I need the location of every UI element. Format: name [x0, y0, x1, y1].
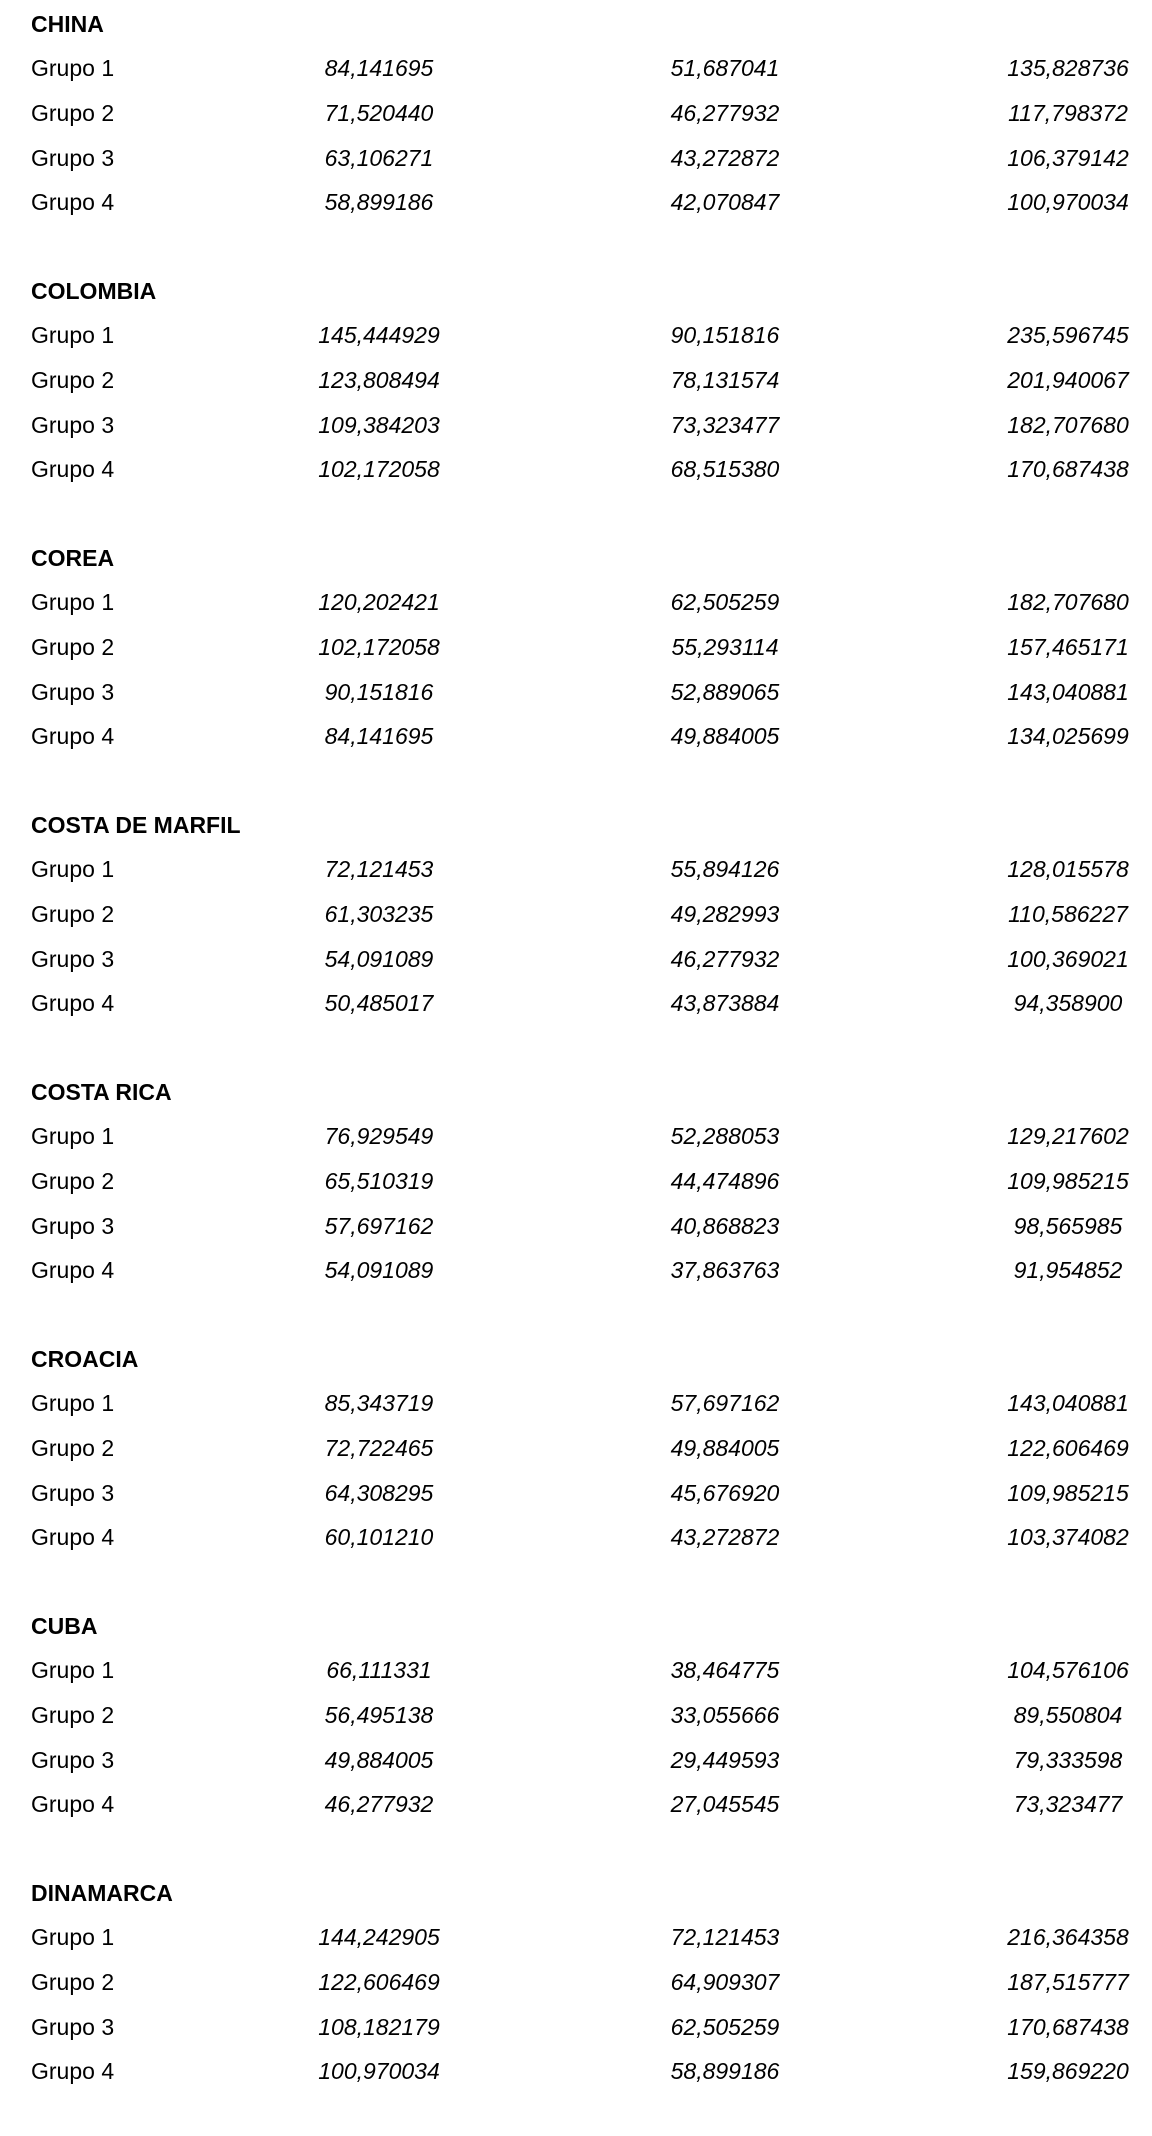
- group-label: Grupo 3: [31, 145, 115, 171]
- table-row: [0, 945, 1152, 973]
- value-col-1: 85,343719: [324, 1390, 434, 1416]
- value-col-1: 72,722465: [324, 1435, 434, 1461]
- group-label: Grupo 4: [31, 2058, 115, 2084]
- group-label: Grupo 3: [31, 679, 115, 705]
- table-row: [0, 633, 1152, 661]
- value-col-3: 98,565985: [1013, 1213, 1123, 1239]
- value-col-1: 120,202421: [318, 589, 440, 615]
- value-col-1: 54,091089: [324, 946, 434, 972]
- table-row: [0, 1167, 1152, 1195]
- value-col-2: 72,121453: [670, 1924, 780, 1950]
- value-col-3: 89,550804: [1013, 1702, 1123, 1728]
- table-row: [0, 1923, 1152, 1951]
- group-label: Grupo 1: [31, 1390, 115, 1416]
- value-col-1: 90,151816: [324, 679, 434, 705]
- value-col-1: 61,303235: [324, 901, 434, 927]
- value-col-1: 109,384203: [318, 412, 440, 438]
- country-section-costa-de-marfil: [0, 801, 1152, 1068]
- table-row: [0, 1389, 1152, 1417]
- value-col-2: 38,464775: [670, 1657, 780, 1683]
- value-col-3: 129,217602: [1007, 1123, 1129, 1149]
- value-col-1: 63,106271: [324, 145, 434, 171]
- value-col-1: 50,485017: [324, 990, 434, 1016]
- table-row: [0, 588, 1152, 616]
- group-label: Grupo 3: [31, 1480, 115, 1506]
- country-heading: COLOMBIA: [31, 278, 157, 304]
- country-heading: DINAMARCA: [31, 1880, 173, 1906]
- group-label: Grupo 3: [31, 412, 115, 438]
- country-section-colombia: [0, 267, 1152, 534]
- value-col-3: 216,364358: [1007, 1924, 1129, 1950]
- value-col-3: 157,465171: [1007, 634, 1129, 660]
- table-row: [0, 455, 1152, 483]
- table-row: [0, 1212, 1152, 1240]
- value-col-1: 100,970034: [318, 2058, 440, 2084]
- value-col-2: 68,515380: [670, 456, 780, 482]
- country-heading: CHINA: [31, 11, 104, 37]
- country-section-costa-rica: [0, 1068, 1152, 1335]
- group-label: Grupo 1: [31, 589, 115, 615]
- value-col-2: 57,697162: [670, 1390, 780, 1416]
- table-row: [0, 1434, 1152, 1462]
- value-col-2: 33,055666: [670, 1702, 780, 1728]
- group-label: Grupo 4: [31, 723, 115, 749]
- country-heading: COSTA DE MARFIL: [31, 812, 241, 838]
- table-row: [0, 366, 1152, 394]
- table-row: [0, 722, 1152, 750]
- group-label: Grupo 3: [31, 946, 115, 972]
- value-col-2: 78,131574: [670, 367, 780, 393]
- value-col-3: 170,687438: [1007, 2014, 1129, 2040]
- group-label: Grupo 2: [31, 367, 115, 393]
- value-col-1: 102,172058: [318, 456, 440, 482]
- group-label: Grupo 1: [31, 55, 115, 81]
- value-col-3: 170,687438: [1007, 456, 1129, 482]
- value-col-2: 40,868823: [670, 1213, 780, 1239]
- value-col-3: 134,025699: [1007, 723, 1129, 749]
- table-row: [0, 54, 1152, 82]
- value-col-2: 58,899186: [670, 2058, 780, 2084]
- group-label: Grupo 2: [31, 1702, 115, 1728]
- table-row: [0, 1746, 1152, 1774]
- table-row: [0, 1479, 1152, 1507]
- table-row: [0, 144, 1152, 172]
- value-col-3: 159,869220: [1007, 2058, 1129, 2084]
- table-row: [0, 1523, 1152, 1551]
- table-row: [0, 1256, 1152, 1284]
- group-label: Grupo 2: [31, 901, 115, 927]
- group-label: Grupo 1: [31, 1657, 115, 1683]
- country-section-dinamarca: [0, 1869, 1152, 2136]
- table-row: [0, 321, 1152, 349]
- group-label: Grupo 4: [31, 1524, 115, 1550]
- group-label: Grupo 4: [31, 189, 115, 215]
- country-heading: CROACIA: [31, 1346, 139, 1372]
- country-heading: COSTA RICA: [31, 1079, 172, 1105]
- value-col-1: 54,091089: [324, 1257, 434, 1283]
- table-row: [0, 1656, 1152, 1684]
- value-col-1: 56,495138: [324, 1702, 434, 1728]
- value-col-2: 49,884005: [670, 1435, 780, 1461]
- value-col-3: 79,333598: [1013, 1747, 1123, 1773]
- table-row: [0, 855, 1152, 883]
- country-section-croacia: [0, 1335, 1152, 1602]
- value-col-2: 43,272872: [670, 1524, 780, 1550]
- group-label: Grupo 3: [31, 2014, 115, 2040]
- group-label: Grupo 1: [31, 1924, 115, 1950]
- value-col-3: 235,596745: [1007, 322, 1129, 348]
- value-col-2: 90,151816: [670, 322, 780, 348]
- value-col-1: 76,929549: [324, 1123, 434, 1149]
- country-heading: COREA: [31, 545, 115, 571]
- value-col-2: 29,449593: [670, 1747, 780, 1773]
- value-col-3: 109,985215: [1007, 1168, 1129, 1194]
- table-row: [0, 188, 1152, 216]
- value-col-1: 84,141695: [324, 723, 434, 749]
- value-col-3: 135,828736: [1007, 55, 1129, 81]
- table-row: [0, 1968, 1152, 1996]
- group-label: Grupo 1: [31, 1123, 115, 1149]
- value-col-2: 55,894126: [670, 856, 780, 882]
- table-row: [0, 1790, 1152, 1818]
- value-col-2: 45,676920: [670, 1480, 780, 1506]
- value-col-2: 43,873884: [670, 990, 780, 1016]
- value-col-3: 73,323477: [1013, 1791, 1123, 1817]
- value-col-1: 71,520440: [324, 100, 434, 126]
- country-heading: CUBA: [31, 1613, 98, 1639]
- value-col-3: 122,606469: [1007, 1435, 1129, 1461]
- value-col-2: 44,474896: [670, 1168, 780, 1194]
- group-label: Grupo 4: [31, 990, 115, 1016]
- group-label: Grupo 3: [31, 1213, 115, 1239]
- group-label: Grupo 1: [31, 856, 115, 882]
- value-col-3: 201,940067: [1007, 367, 1129, 393]
- group-label: Grupo 2: [31, 634, 115, 660]
- table-row: [0, 2013, 1152, 2041]
- value-col-2: 62,505259: [670, 2014, 780, 2040]
- value-col-1: 57,697162: [324, 1213, 434, 1239]
- value-col-2: 52,889065: [670, 679, 780, 705]
- value-col-1: 65,510319: [324, 1168, 434, 1194]
- group-label: Grupo 1: [31, 322, 115, 348]
- value-col-3: 117,798372: [1008, 100, 1128, 126]
- value-col-3: 100,369021: [1007, 946, 1129, 972]
- table-row: [0, 1122, 1152, 1150]
- table-row: [0, 678, 1152, 706]
- value-col-1: 49,884005: [324, 1747, 434, 1773]
- value-col-3: 128,015578: [1007, 856, 1129, 882]
- value-col-2: 42,070847: [670, 189, 780, 215]
- group-label: Grupo 2: [31, 100, 115, 126]
- value-col-1: 108,182179: [318, 2014, 440, 2040]
- value-col-3: 103,374082: [1007, 1524, 1129, 1550]
- value-col-1: 60,101210: [324, 1524, 434, 1550]
- value-col-3: 143,040881: [1007, 679, 1129, 705]
- value-col-2: 73,323477: [670, 412, 780, 438]
- value-col-3: 109,985215: [1007, 1480, 1129, 1506]
- country-section-corea: [0, 534, 1152, 801]
- value-col-2: 64,909307: [670, 1969, 780, 1995]
- value-col-3: 91,954852: [1013, 1257, 1123, 1283]
- table-row: [0, 1701, 1152, 1729]
- value-col-1: 46,277932: [324, 1791, 434, 1817]
- table-row: [0, 989, 1152, 1017]
- table-row: [0, 2057, 1152, 2085]
- value-col-2: 27,045545: [670, 1791, 780, 1817]
- table-row: [0, 900, 1152, 928]
- value-col-2: 37,863763: [670, 1257, 780, 1283]
- value-col-1: 64,308295: [324, 1480, 434, 1506]
- group-label: Grupo 2: [31, 1969, 115, 1995]
- value-col-2: 49,282993: [670, 901, 780, 927]
- value-col-3: 100,970034: [1007, 189, 1129, 215]
- value-col-3: 187,515777: [1007, 1969, 1129, 1995]
- group-label: Grupo 3: [31, 1747, 115, 1773]
- group-label: Grupo 4: [31, 1257, 115, 1283]
- value-col-2: 51,687041: [670, 55, 780, 81]
- country-section-cuba: [0, 1602, 1152, 1869]
- table-row: [0, 99, 1152, 127]
- value-col-1: 123,808494: [318, 367, 440, 393]
- value-col-1: 66,111331: [326, 1657, 432, 1683]
- value-col-3: 110,586227: [1008, 901, 1128, 927]
- value-col-2: 46,277932: [670, 946, 780, 972]
- value-col-3: 104,576106: [1007, 1657, 1129, 1683]
- table-row: [0, 411, 1152, 439]
- value-col-2: 62,505259: [670, 589, 780, 615]
- value-col-1: 144,242905: [318, 1924, 440, 1950]
- value-col-1: 102,172058: [318, 634, 440, 660]
- country-section-china: [0, 0, 1152, 267]
- value-col-3: 143,040881: [1007, 1390, 1129, 1416]
- value-col-3: 94,358900: [1013, 990, 1123, 1016]
- value-col-3: 182,707680: [1007, 412, 1129, 438]
- value-col-2: 46,277932: [670, 100, 780, 126]
- value-col-3: 106,379142: [1007, 145, 1129, 171]
- value-col-1: 145,444929: [318, 322, 440, 348]
- value-col-2: 43,272872: [670, 145, 780, 171]
- group-label: Grupo 2: [31, 1435, 115, 1461]
- value-col-3: 182,707680: [1007, 589, 1129, 615]
- value-col-1: 84,141695: [324, 55, 434, 81]
- value-col-1: 122,606469: [318, 1969, 440, 1995]
- value-col-2: 52,288053: [670, 1123, 780, 1149]
- group-label: Grupo 4: [31, 456, 115, 482]
- value-col-1: 72,121453: [324, 856, 434, 882]
- value-col-2: 49,884005: [670, 723, 780, 749]
- group-label: Grupo 2: [31, 1168, 115, 1194]
- value-col-1: 58,899186: [324, 189, 434, 215]
- value-col-2: 55,293114: [671, 634, 779, 660]
- group-label: Grupo 4: [31, 1791, 115, 1817]
